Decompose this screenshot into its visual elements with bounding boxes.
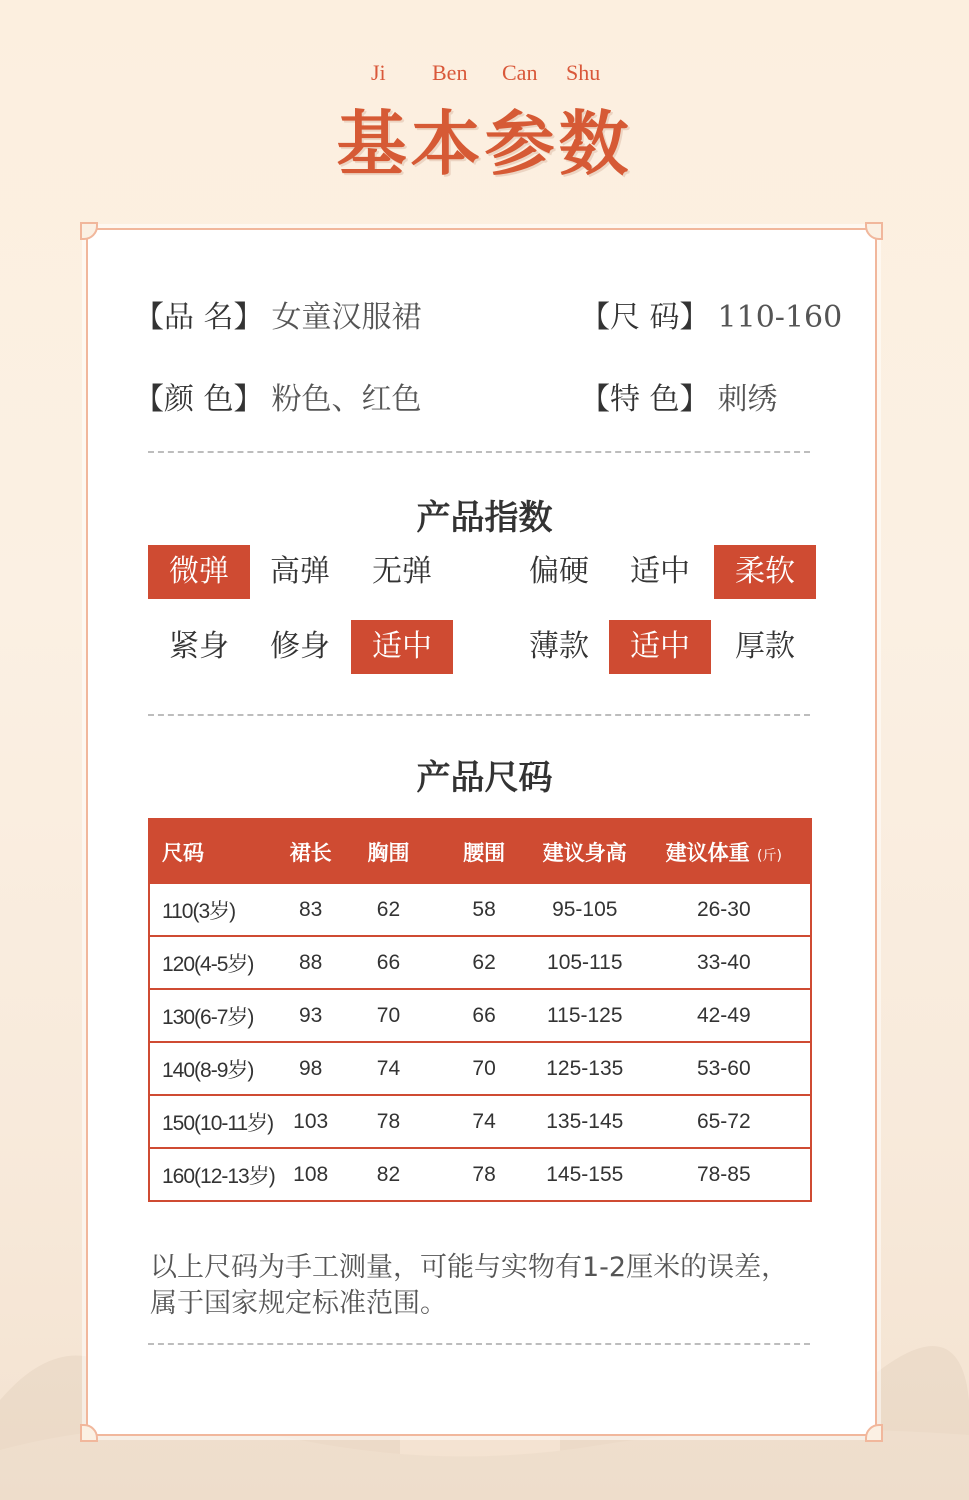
- size-table: [148, 818, 812, 1202]
- size-title: 产品尺码: [416, 758, 553, 798]
- corner-ornament: [865, 1424, 883, 1442]
- param-feature-label: 【特 色】: [580, 382, 710, 417]
- pinyin-shu: Shu: [566, 60, 601, 85]
- table-cell: 150(10-11岁): [149, 1095, 281, 1148]
- pinyin-can: Can: [502, 60, 538, 85]
- tag-softness: 偏硬: [529, 554, 589, 589]
- table-row: [149, 989, 811, 1042]
- table-cell: 74: [436, 1095, 532, 1148]
- table-cell: 70: [341, 989, 437, 1042]
- table-cell: 160(12-13岁): [162, 1164, 275, 1188]
- table-row: [149, 1148, 811, 1201]
- dashed-divider: [148, 1343, 810, 1345]
- param-name-label: 【品 名】: [134, 300, 264, 335]
- table-cell: 83: [281, 884, 341, 936]
- header-skirt-length: 裙长: [281, 819, 341, 884]
- tag-thickness: 薄款: [529, 629, 589, 664]
- table-row: [149, 1042, 811, 1095]
- table-row: [149, 1095, 811, 1148]
- corner-ornament: [865, 222, 883, 240]
- table-cell: 70: [436, 1042, 532, 1095]
- note-line-2: 属于国家规定标准范围。: [150, 1288, 447, 1319]
- table-cell: 145-155: [546, 1162, 624, 1186]
- table-cell: 66: [341, 936, 437, 989]
- title-pinyin: [0, 60, 969, 90]
- param-feature-value: 刺绣: [717, 382, 778, 417]
- table-cell: 62: [436, 936, 532, 989]
- table-cell: 42-49: [638, 989, 811, 1042]
- table-cell: 135-145: [532, 1095, 638, 1148]
- note-line-1: 以上尺码为手工测量，可能与实物有1-2厘米的误差，: [150, 1252, 789, 1283]
- tag-elasticity: 高弹: [270, 554, 330, 589]
- index-title: 产品指数: [416, 498, 553, 538]
- table-cell: 120(4-5岁): [149, 936, 281, 989]
- table-cell: 125-135: [532, 1042, 638, 1095]
- table-cell: 110(3岁): [149, 884, 281, 936]
- param-feature: [580, 374, 778, 418]
- tag-softness: 柔软: [714, 545, 816, 599]
- page-title: 基本参数: [336, 102, 633, 185]
- pinyin-ben: Ben: [432, 60, 468, 85]
- tag-thickness: 适中: [609, 620, 711, 674]
- param-size: [580, 292, 842, 336]
- table-cell: 88: [281, 936, 341, 989]
- tag-fit: 紧身: [169, 629, 229, 664]
- param-size-value: 110-160: [717, 300, 843, 335]
- table-cell: 78: [472, 1162, 496, 1186]
- header-waist: 腰围: [436, 819, 532, 884]
- table-cell: 82: [376, 1162, 401, 1186]
- header-weight: [638, 819, 811, 884]
- header-weight-unit: (斤): [757, 848, 782, 864]
- tag-elasticity: 无弹: [372, 554, 432, 589]
- tag-softness: 适中: [630, 554, 690, 589]
- table-cell: 62: [341, 884, 437, 936]
- dashed-divider: [148, 714, 810, 716]
- table-row: [149, 936, 811, 989]
- table-cell: 93: [281, 989, 341, 1042]
- header-height: 建议身高: [532, 819, 638, 884]
- table-row: [149, 884, 811, 936]
- param-name: [134, 292, 422, 336]
- pinyin-ji: Ji: [371, 60, 386, 85]
- table-cell: 130(6-7岁): [149, 989, 281, 1042]
- header-bust: 胸围: [341, 819, 437, 884]
- corner-ornament: [80, 1424, 98, 1442]
- param-color: [134, 374, 422, 418]
- header-weight-label: 建议体重: [665, 841, 750, 865]
- tag-fit: 适中: [351, 620, 453, 674]
- tag-elasticity: 微弹: [148, 545, 250, 599]
- table-cell: 65-72: [638, 1095, 811, 1148]
- table-cell: 78: [341, 1095, 437, 1148]
- table-cell: 103: [281, 1095, 341, 1148]
- param-color-value: 粉色、红色: [271, 382, 422, 417]
- param-size-label: 【尺 码】: [580, 300, 710, 335]
- table-cell: 115-125: [532, 989, 638, 1042]
- measurement-note: [150, 1250, 840, 1322]
- table-cell: 33-40: [638, 936, 811, 989]
- table-cell: 26-30: [638, 884, 811, 936]
- table-cell: 140(8-9岁): [149, 1042, 281, 1095]
- table-cell: 78-85: [696, 1162, 751, 1186]
- param-name-value: 女童汉服裙: [271, 300, 422, 335]
- table-cell: 53-60: [638, 1042, 811, 1095]
- dashed-divider: [148, 451, 810, 453]
- table-cell: 66: [436, 989, 532, 1042]
- table-cell: 108: [293, 1162, 329, 1186]
- tag-thickness: 厚款: [735, 629, 795, 664]
- table-header-row: [149, 819, 811, 884]
- tag-fit: 修身: [270, 629, 330, 664]
- param-color-label: 【颜 色】: [134, 382, 264, 417]
- table-cell: 58: [436, 884, 532, 936]
- corner-ornament: [80, 222, 98, 240]
- table-cell: 74: [341, 1042, 437, 1095]
- header-size: 尺码: [149, 819, 281, 884]
- table-cell: 105-115: [532, 936, 638, 989]
- table-cell: 95-105: [532, 884, 638, 936]
- table-cell: 98: [281, 1042, 341, 1095]
